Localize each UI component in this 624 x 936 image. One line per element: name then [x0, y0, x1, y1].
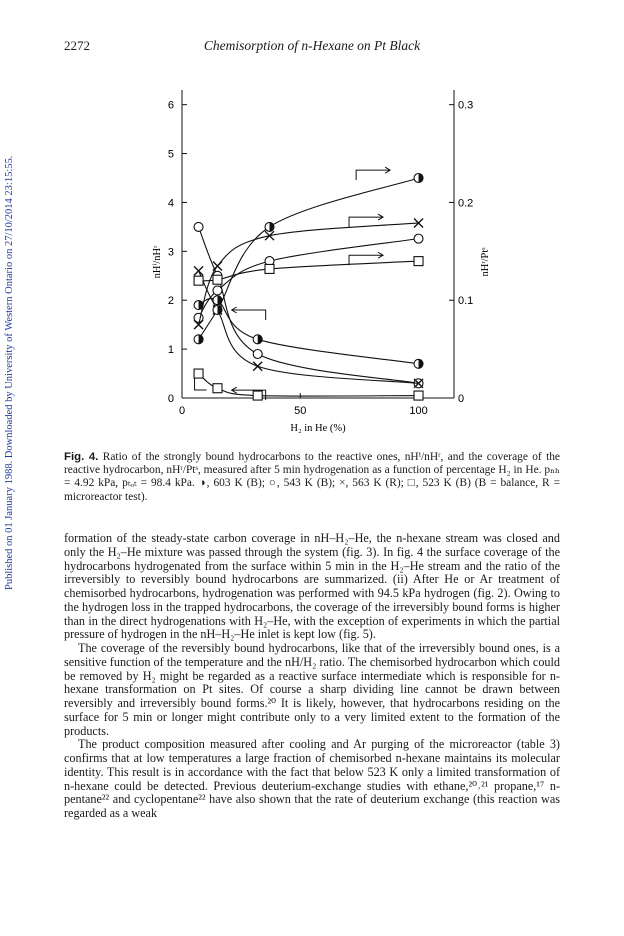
series-line-right-cross — [199, 223, 419, 325]
data-point-square — [414, 391, 423, 400]
data-point-cross — [253, 362, 262, 371]
data-point-cross — [265, 231, 274, 240]
right-y-axis-label: nHʳ/Ptˢ — [480, 247, 491, 277]
data-point-square — [253, 391, 262, 400]
running-title: Chemisorption of n-Hexane on Pt Black — [203, 38, 421, 53]
paragraph: The coverage of the reversibly bound hydrocarbons, like that of the irreversibly bound ones, is a sensitive function of the temperature and the nH/H₂ ratio. The chemisorbed hydrocarbon which could be removed by H₂ might be regarded as a reactive surface intermediate which is responsible for n-hexane transformation on Pt sites. Of course a sharp dividing line cannot be drawn between reversibly and irreversibly bound forms.²⁰ It is likely, however, that hydrocarbons residing on the surface for 5 min or longer might contribute only to a very limited extent to the formation of the products. — [64, 641, 560, 738]
left-y-tick-label: 2 — [167, 295, 174, 308]
figure-4 — [120, 80, 520, 452]
page-number: 2272 — [64, 38, 90, 53]
right-y-tick-label: 0 — [458, 393, 465, 405]
caption-text: Ratio of the strongly bound hydrocarbons to the reactive ones, nHⁱ/nHʳ, and the coverage of the reactive hydrocarbon, nHʳ/Ptˢ, measured after 5 min hydrogenation as a function of percentage H₂ in He. pₙₕ = 4.92 kPa, pₜₒₜ = 98.4 kPa. ◑, 603 K (B); ○, 543 K (B); ×, 563 K (R); □, 523 K (B) (B = balance, R = microreactor test). — [64, 451, 560, 503]
download-notice — [4, 100, 18, 590]
download-notice-text: Published on 01 January 1988. Downloaded by University of Western Ontario on 27/10/2014 23:15:55. — [4, 155, 15, 590]
page-header — [64, 38, 560, 58]
body-text — [64, 532, 560, 821]
right-y-tick-label: 0.1 — [458, 295, 474, 308]
data-point-square — [414, 257, 423, 266]
axis-indicator-arrow — [356, 167, 390, 180]
figure-caption — [64, 451, 560, 504]
series-line-right-half — [199, 178, 419, 339]
left-y-axis-label: nHⁱ/nHʳ — [152, 245, 163, 279]
series-line-left-cross — [199, 271, 419, 383]
left-y-tick-label: 5 — [167, 148, 174, 161]
left-y-tick-label: 4 — [167, 197, 174, 210]
paragraph: formation of the steady-state carbon coverage in nH–H₂–He, the n-hexane stream was closed and only the H₂–He mixture was passed through the system (fig. 3). In fig. 4 the surface coverage of the hydrocarbons hydrogenated from the surface within 5 min in the H₂–He stream and the ratio of the irreversibly to reversibly bound hydrocarbons are summarized. (ii) After He or Ar treatment of chemisorbed hydrocarbons, hydrogenation was performed with 94.5 kPa hydrogen (fig. 2). Owing to the hydrogen loss in the trapped hydrocarbons, the coverage of the irreversibly bound forms is higher than in the direct hydrogenations with H₂–He, with the exception of experiments in which the partial pressure of hydrogen in the nH–H₂–He inlet is kept low (fig. 5). — [64, 531, 560, 642]
series-line-left-square — [199, 374, 419, 397]
x-tick-label: 0 — [178, 405, 186, 417]
data-point-square — [194, 369, 203, 378]
paragraph: The product composition measured after cooling and Ar purging of the microreactor (table 3) confirms that at low temperatures a large fraction of chemisorbed n-hexane maintains its molecular identity. This result is in accordance with the fact that below 523 K only a limited transformation of n-hexane could be detected. Previous deuterium-exchange studies with ethane,²⁰˒²¹ propane,¹⁷ n-pentane²² and cyclopentane²² have also shown that the rate of deuterium exchange (this reaction was regarded as a weak — [64, 737, 560, 820]
data-point-square — [265, 264, 274, 273]
data-point-cross — [213, 262, 222, 271]
data-point-square — [194, 276, 203, 285]
data-point-circle — [213, 286, 222, 295]
x-axis-label: H₂ in He (%) — [290, 423, 346, 434]
data-point-square — [213, 275, 222, 284]
left-y-tick-label: 3 — [167, 246, 174, 259]
left-y-tick-label: 6 — [167, 99, 174, 112]
data-point-square — [213, 384, 222, 393]
chart — [120, 80, 520, 452]
x-tick-label: 100 — [409, 405, 428, 417]
right-y-tick-label: 0.2 — [458, 197, 474, 210]
left-y-tick-label: 1 — [167, 344, 174, 357]
data-point-circle — [253, 350, 262, 359]
series-line-left-half — [199, 298, 419, 363]
caption-label: Fig. 4. — [64, 451, 99, 463]
x-tick-label: 50 — [294, 405, 307, 417]
right-y-tick-label: 0.3 — [458, 99, 474, 112]
axis-indicator-arrow — [232, 307, 266, 320]
data-point-circle — [194, 222, 203, 231]
data-point-circle — [414, 234, 423, 243]
left-y-tick-label: 0 — [167, 393, 174, 405]
data-point-cross — [194, 266, 203, 275]
